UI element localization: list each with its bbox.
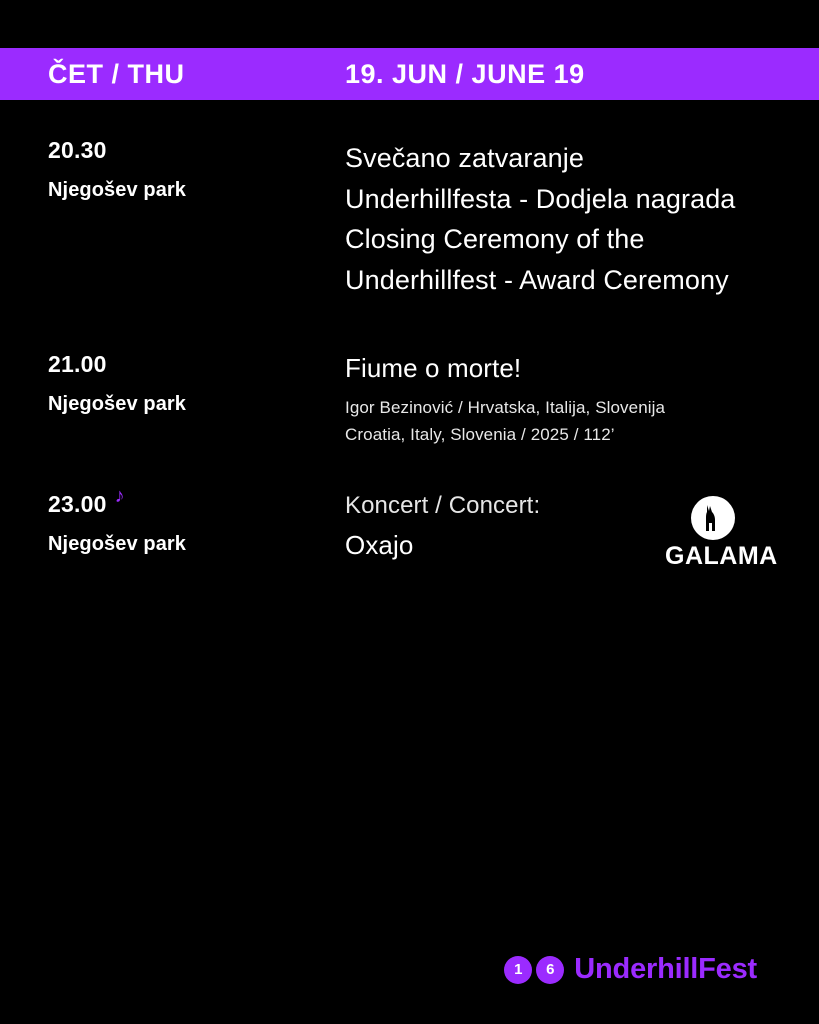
- entry-time: [48, 485, 345, 518]
- header-day-label: ČET / THU: [48, 58, 185, 89]
- film-credits-line: Igor Bezinović / Hrvatska, Italija, Slovenija: [345, 397, 666, 417]
- schedule-entry: [0, 352, 819, 448]
- music-note-icon: ♪: [114, 485, 125, 508]
- entry-time-venue: [0, 138, 345, 202]
- entry-details: [345, 492, 819, 571]
- footer-branding: [0, 953, 819, 986]
- event-title-line: Underhillfesta - Dodjela nagrada: [345, 183, 736, 214]
- schedule-entry: [0, 485, 819, 571]
- concert-artist: Oxajo: [345, 530, 414, 561]
- schedule-entry: [0, 138, 819, 300]
- festival-wordmark: UnderhillFest: [574, 953, 757, 985]
- concert-label: Koncert / Concert:: [345, 492, 541, 520]
- entry-time-value: 21.00: [48, 351, 107, 377]
- film-title: Fiume o morte!: [345, 353, 522, 383]
- llama-icon: [691, 496, 735, 540]
- event-title-line: Svečano zatvaranje: [345, 143, 584, 173]
- edition-badge-right: 6: [536, 956, 564, 984]
- entry-time-value: 20.30: [48, 137, 107, 163]
- entry-details: [345, 352, 819, 448]
- entry-venue: Njegošev park: [48, 393, 187, 416]
- edition-badge: [504, 956, 564, 984]
- entry-time-venue: [0, 352, 345, 416]
- date-header-band: [0, 48, 819, 100]
- entry-time: [48, 352, 345, 376]
- header-date-label: 19. JUN / JUNE 19: [345, 58, 585, 89]
- entry-time: [48, 138, 345, 162]
- entry-time-venue: [0, 485, 345, 556]
- entry-venue: Njegošev park: [48, 533, 187, 556]
- schedule-list: [0, 138, 819, 571]
- event-title-line: Underhillfest - Award Ceremony: [345, 264, 729, 295]
- film-credits-line: Croatia, Italy, Slovenia / 2025 / 112’: [345, 424, 615, 444]
- edition-badge-left: 1: [504, 956, 532, 984]
- entry-details: [345, 138, 819, 300]
- entry-venue: Njegošev park: [48, 179, 187, 202]
- entry-time-value: 23.00: [48, 491, 107, 518]
- event-title-line: Closing Ceremony of the: [345, 224, 645, 254]
- film-credits: [345, 394, 779, 448]
- galama-sponsor-logo: [665, 496, 778, 571]
- galama-wordmark: GALAMA: [665, 542, 778, 571]
